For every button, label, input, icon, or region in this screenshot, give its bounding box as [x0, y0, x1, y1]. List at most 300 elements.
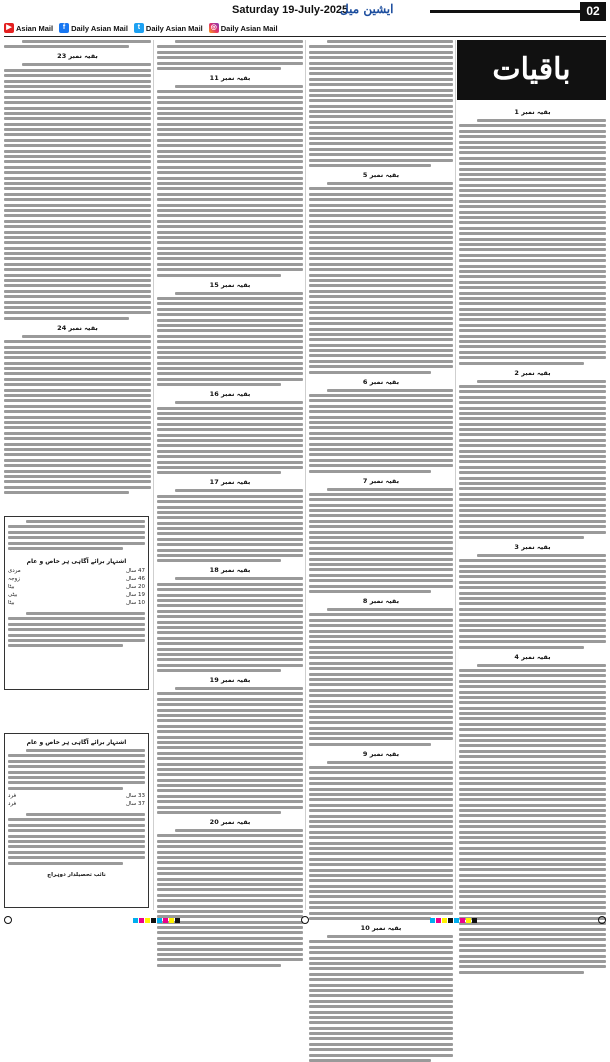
text-line	[327, 389, 453, 392]
column-2	[157, 40, 303, 912]
text-line	[157, 594, 303, 597]
text-line	[459, 525, 606, 528]
text-line	[4, 389, 151, 392]
text-line	[309, 940, 453, 943]
text-line	[459, 477, 606, 480]
text-line	[459, 356, 606, 359]
text-line	[459, 820, 606, 823]
text-line	[309, 187, 453, 190]
continuation-heading: بقیہ نمبر 7	[362, 476, 400, 485]
text-line	[459, 450, 606, 453]
text-line	[309, 443, 453, 446]
text-line	[4, 410, 151, 413]
text-line	[459, 608, 606, 611]
text-line	[4, 263, 151, 266]
text-line	[309, 416, 453, 419]
continuation-heading: بقیہ نمبر 24	[57, 323, 98, 332]
text-line	[157, 144, 303, 147]
text-line	[157, 604, 303, 607]
text-line	[309, 895, 453, 898]
text-line	[8, 818, 145, 821]
text-line	[309, 630, 453, 633]
text-line	[309, 613, 453, 616]
text-line	[459, 890, 606, 893]
text-line	[309, 209, 453, 212]
notice-table-cell: بیٹا	[8, 600, 15, 606]
text-line	[4, 155, 151, 158]
text-line	[459, 906, 606, 909]
text-line	[309, 879, 453, 882]
text-line	[459, 216, 606, 219]
text-line	[459, 933, 606, 936]
text-line	[4, 290, 151, 293]
text-line	[4, 204, 151, 207]
text-line	[157, 439, 303, 442]
text-line	[309, 798, 453, 801]
text-line	[309, 531, 453, 534]
text-line	[157, 948, 303, 951]
continuation-heading: بقیہ نمبر 15	[209, 280, 251, 289]
text-line	[327, 182, 453, 185]
text-line	[309, 448, 453, 451]
text-line	[309, 825, 453, 828]
text-line	[157, 166, 303, 169]
text-line	[459, 685, 606, 688]
text-line	[157, 324, 303, 327]
text-line	[4, 241, 151, 244]
notice-table-row	[8, 600, 145, 608]
text-line	[157, 599, 303, 602]
text-line	[309, 689, 453, 692]
text-line	[157, 588, 303, 591]
text-line	[309, 766, 453, 769]
text-line	[157, 795, 303, 798]
text-line	[309, 890, 453, 893]
social-facebook[interactable]: f Daily Asian Mail	[59, 23, 128, 33]
text-line	[309, 459, 453, 462]
text-line	[309, 317, 453, 320]
text-line	[459, 401, 606, 404]
text-line	[4, 133, 151, 136]
text-line	[459, 520, 606, 523]
text-line	[309, 836, 453, 839]
text-line	[309, 590, 431, 593]
text-line	[4, 144, 151, 147]
text-line	[309, 520, 453, 523]
text-line	[157, 319, 303, 322]
notice-table-cell: مردی	[8, 568, 21, 574]
text-line	[4, 231, 151, 234]
text-line	[459, 439, 606, 442]
text-line	[459, 162, 606, 165]
text-line	[4, 367, 151, 370]
text-line	[4, 107, 151, 110]
text-line	[459, 793, 606, 796]
text-line	[4, 171, 151, 174]
text-line	[4, 123, 151, 126]
text-line	[4, 85, 151, 88]
text-line	[4, 220, 151, 223]
text-line	[157, 637, 303, 640]
text-line	[459, 868, 606, 871]
text-line	[459, 723, 606, 726]
text-line	[477, 380, 606, 383]
text-line	[157, 905, 303, 908]
text-line	[157, 669, 281, 672]
continuation-heading: بقیہ نمبر 10	[360, 924, 402, 933]
text-line	[309, 257, 453, 260]
text-line	[459, 717, 606, 720]
text-line	[309, 737, 453, 740]
text-line	[459, 531, 606, 534]
text-line	[309, 220, 453, 223]
text-line	[309, 847, 453, 850]
text-line	[157, 719, 303, 722]
continuation-heading: بقیہ نمبر 11	[209, 73, 251, 82]
text-line	[309, 683, 453, 686]
social-youtube[interactable]: ▶ Asian Mail	[4, 23, 53, 33]
text-line	[157, 789, 303, 792]
text-line	[309, 967, 453, 970]
text-line	[459, 173, 606, 176]
text-line	[309, 198, 453, 201]
text-line	[157, 653, 303, 656]
text-line	[459, 831, 606, 834]
text-line	[157, 434, 303, 437]
text-line	[4, 252, 151, 255]
text-line	[4, 274, 151, 277]
text-line	[157, 878, 303, 881]
text-line	[157, 150, 303, 153]
text-line	[157, 198, 303, 201]
text-line	[157, 888, 303, 891]
text-line	[309, 498, 453, 501]
text-line	[309, 509, 453, 512]
continuation-heading: بقیہ نمبر 1	[514, 108, 551, 116]
text-line	[4, 437, 151, 440]
text-line	[459, 712, 606, 715]
text-line	[8, 760, 145, 763]
text-line	[157, 407, 303, 410]
text-line	[459, 412, 606, 415]
text-line	[309, 651, 453, 654]
social-links	[4, 22, 564, 34]
text-line	[309, 290, 453, 293]
text-line	[309, 640, 453, 643]
text-line	[309, 263, 453, 266]
text-line	[309, 585, 453, 588]
text-line	[22, 335, 151, 338]
text-line	[309, 863, 453, 866]
column-divider	[305, 40, 306, 910]
text-line	[459, 254, 606, 257]
text-line	[157, 356, 303, 359]
page-number: 02	[580, 2, 606, 21]
text-line	[459, 423, 606, 426]
notice-table	[8, 568, 145, 608]
text-line	[4, 351, 151, 354]
text-line	[309, 51, 453, 54]
text-line	[175, 577, 303, 580]
text-line	[459, 281, 606, 284]
text-line	[309, 547, 453, 550]
text-line	[309, 126, 453, 129]
notice-table-cell: 33 سال	[125, 793, 145, 799]
text-line	[309, 662, 453, 665]
text-line	[459, 928, 606, 931]
text-line	[157, 182, 303, 185]
text-line	[4, 491, 129, 494]
text-line	[157, 626, 303, 629]
text-line	[459, 949, 606, 952]
text-line	[4, 112, 151, 115]
text-line	[459, 788, 606, 791]
text-line	[309, 678, 453, 681]
text-line	[8, 754, 145, 757]
text-line	[459, 777, 606, 780]
text-line	[309, 268, 453, 271]
text-line	[309, 142, 453, 145]
continuation-heading: بقیہ نمبر 9	[362, 749, 400, 758]
text-line	[4, 453, 151, 456]
text-line	[157, 417, 303, 420]
text-line	[157, 297, 303, 300]
text-line	[157, 268, 303, 271]
continuation-heading: بقیہ نمبر 2	[514, 368, 551, 377]
text-line	[459, 944, 606, 947]
text-line	[157, 703, 303, 706]
column-3	[309, 40, 453, 933]
text-line	[309, 45, 453, 48]
text-line	[157, 872, 303, 875]
text-line	[309, 820, 453, 823]
text-line	[309, 338, 453, 341]
text-line	[157, 953, 303, 956]
text-line	[157, 236, 303, 239]
text-line	[459, 444, 606, 447]
text-line	[459, 514, 606, 517]
text-line	[459, 707, 606, 710]
notice-table-row	[8, 568, 145, 576]
text-line	[309, 105, 453, 108]
text-line	[309, 793, 453, 796]
text-line	[327, 608, 453, 611]
text-line	[22, 63, 151, 66]
text-line	[459, 146, 606, 149]
text-line	[8, 639, 145, 642]
text-line	[309, 957, 453, 960]
notice-box-2	[4, 733, 149, 908]
text-line	[309, 852, 453, 855]
text-line	[309, 978, 453, 981]
text-line	[157, 274, 281, 277]
text-line	[477, 554, 606, 557]
text-line	[309, 78, 453, 81]
text-line	[309, 365, 453, 368]
text-line	[459, 592, 606, 595]
text-line	[4, 475, 151, 478]
text-line	[459, 466, 606, 469]
text-line	[459, 955, 606, 958]
text-line	[459, 362, 584, 365]
continuation-heading: بقیہ نمبر 17	[209, 478, 251, 487]
text-line	[157, 241, 303, 244]
continuation-heading: بقیہ نمبر 6	[362, 377, 400, 386]
text-line	[4, 45, 129, 48]
text-line	[309, 137, 453, 140]
text-line	[309, 241, 453, 244]
text-line	[4, 268, 151, 271]
text-line	[4, 426, 151, 429]
text-line	[309, 705, 453, 708]
text-line	[157, 867, 303, 870]
text-line	[4, 378, 151, 381]
text-line	[157, 583, 303, 586]
text-line	[157, 899, 303, 902]
text-line	[309, 558, 453, 561]
text-line	[459, 243, 606, 246]
text-line	[157, 45, 303, 48]
twitter-icon: t	[134, 23, 144, 33]
text-line	[157, 128, 303, 131]
text-line	[309, 247, 453, 250]
text-line	[459, 640, 606, 643]
text-line	[459, 728, 606, 731]
notice-heading: اشتہار برائے آگاہی ہر خاص و عام	[26, 558, 127, 565]
text-line	[175, 40, 303, 43]
text-line	[8, 824, 145, 827]
continuation-heading: بقیہ نمبر 8	[362, 596, 400, 605]
text-line	[459, 302, 606, 305]
text-line	[157, 367, 303, 370]
text-line	[157, 692, 303, 695]
text-line	[309, 493, 453, 496]
text-line	[157, 329, 303, 332]
text-line	[157, 247, 303, 250]
text-line	[4, 96, 151, 99]
text-line	[459, 734, 606, 737]
text-line	[459, 345, 606, 348]
text-line	[157, 466, 303, 469]
text-line	[309, 204, 453, 207]
text-line	[157, 658, 303, 661]
text-line	[157, 861, 303, 864]
text-line	[459, 570, 606, 573]
social-instagram[interactable]: ◎ Daily Asian Mail	[210, 23, 278, 33]
text-line	[4, 443, 151, 446]
text-line	[157, 209, 303, 212]
text-line	[309, 284, 453, 287]
text-line	[157, 423, 303, 426]
text-line	[309, 94, 453, 97]
text-line	[459, 487, 606, 490]
text-line	[477, 119, 606, 122]
text-line	[309, 344, 453, 347]
social-twitter[interactable]: t Daily Asian Mail	[134, 23, 203, 33]
text-line	[4, 279, 151, 282]
text-line	[459, 189, 606, 192]
text-line	[459, 863, 606, 866]
text-line	[157, 214, 303, 217]
text-line	[309, 1037, 453, 1040]
text-line	[157, 220, 303, 223]
text-line	[157, 752, 303, 755]
text-line	[175, 489, 303, 492]
text-line	[459, 493, 606, 496]
text-line	[309, 99, 453, 102]
text-line	[309, 193, 453, 196]
text-line	[309, 153, 453, 156]
text-line	[309, 777, 453, 780]
text-line	[157, 931, 303, 934]
text-line	[459, 852, 606, 855]
text-line	[157, 942, 303, 945]
text-line	[4, 470, 151, 473]
text-line	[157, 428, 303, 431]
text-line	[157, 779, 303, 782]
text-line	[4, 128, 151, 131]
text-line	[157, 642, 303, 645]
top-divider	[4, 36, 606, 37]
text-line	[459, 238, 606, 241]
text-line	[157, 412, 303, 415]
text-line	[8, 862, 123, 865]
text-line	[157, 714, 303, 717]
text-line	[327, 761, 453, 764]
notice-table-row	[8, 793, 145, 801]
text-line	[459, 151, 606, 154]
text-line	[157, 351, 303, 354]
text-line	[4, 225, 151, 228]
text-line	[309, 732, 453, 735]
text-line	[157, 811, 281, 814]
text-line	[175, 401, 303, 404]
text-line	[309, 1016, 453, 1019]
text-line	[8, 856, 145, 859]
text-line	[157, 559, 281, 562]
text-line	[309, 831, 453, 834]
text-line	[157, 139, 303, 142]
text-line	[4, 405, 151, 408]
text-line	[4, 193, 151, 196]
text-line	[4, 340, 151, 343]
text-line	[157, 736, 303, 739]
text-line	[459, 701, 606, 704]
text-line	[309, 470, 431, 473]
text-line	[459, 761, 606, 764]
text-line	[309, 67, 453, 70]
text-line	[309, 1048, 453, 1051]
registration-mark-icon	[301, 916, 309, 924]
text-line	[4, 486, 151, 489]
text-line	[309, 646, 453, 649]
text-line	[4, 394, 151, 397]
text-line	[459, 335, 606, 338]
text-line	[8, 851, 145, 854]
text-line	[309, 782, 453, 785]
text-line	[157, 554, 303, 557]
section-title: باقیات	[457, 40, 606, 100]
text-line	[175, 292, 303, 295]
continuation-heading: بقیہ نمبر 5	[362, 170, 400, 179]
text-line	[157, 155, 303, 158]
text-line	[309, 132, 453, 135]
text-line	[157, 834, 303, 837]
text-line	[157, 768, 303, 771]
text-line	[157, 725, 303, 728]
header-rule	[430, 10, 580, 13]
text-line	[309, 694, 453, 697]
